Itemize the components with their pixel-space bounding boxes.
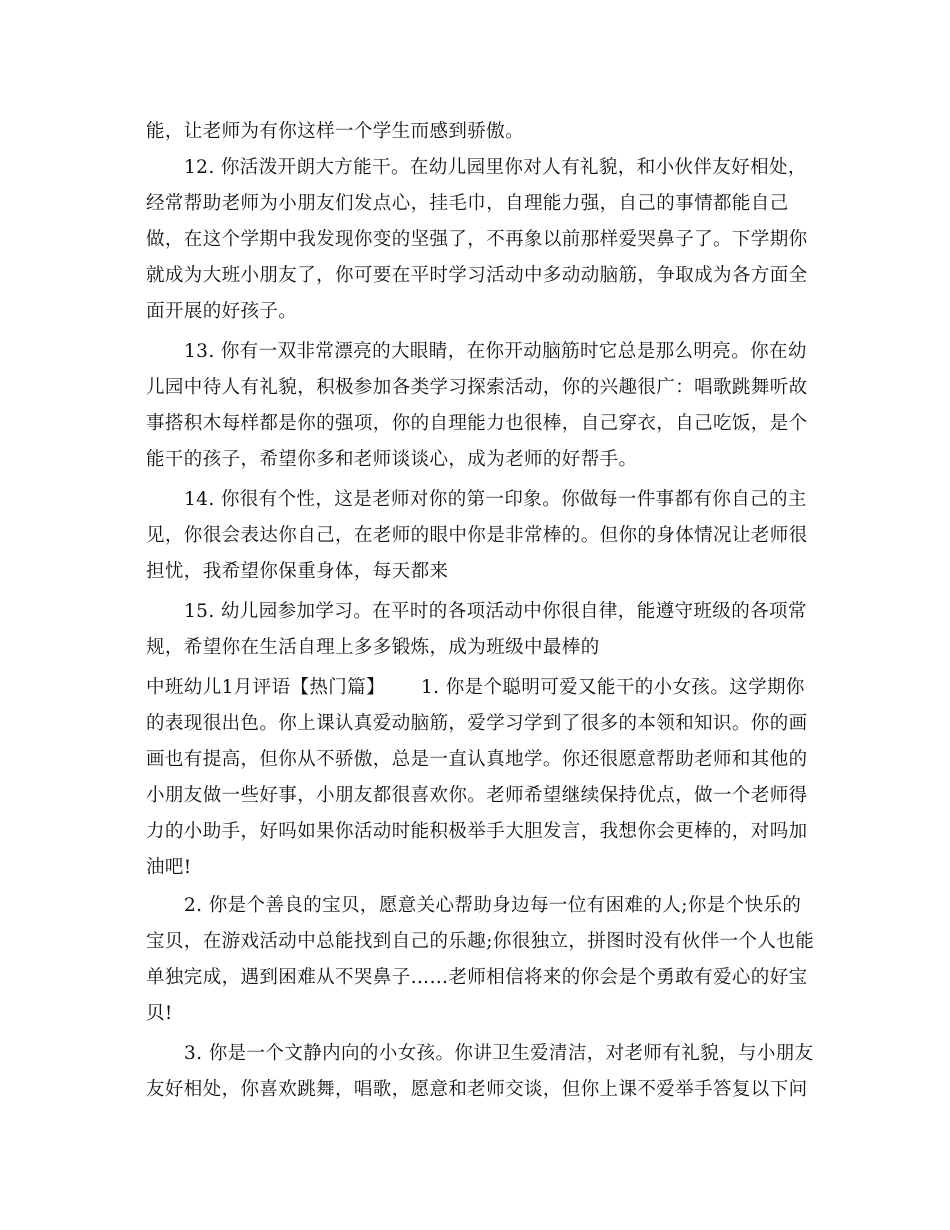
text-line: 的表现很出色。你上课认真爱动脑筋，爱学习学到了很多的本领和知识。你的画 xyxy=(146,713,808,734)
text-line: 3. 你是一个文静内向的小女孩。你讲卫生爱清洁，对老师有礼貌，与小朋友 xyxy=(184,1043,814,1064)
text-line: 画也有提高，但你从不骄傲，总是一直认真地学。你还很愿意帮助老师和其他的 xyxy=(146,749,808,770)
text-line: 儿园中待人有礼貌，积极参加各类学习探索活动，你的兴趣很广：唱歌跳舞听故 xyxy=(146,377,808,398)
text-line: 友好相处，你喜欢跳舞，唱歌，愿意和老师交谈，但你上课不爱举手答复以下问 xyxy=(146,1079,808,1100)
text-line: 12. 你活泼开朗大方能干。在幼儿园里你对人有礼貌，和小伙伴友好相处， xyxy=(184,157,807,178)
text-line: 力的小助手，好吗如果你活动时能积极举手大胆发言，我想你会更棒的，对吗加 xyxy=(146,821,808,842)
text-line: 见，你很会表达你自己，在老师的眼中你是非常棒的。但你的身体情况让老师很 xyxy=(146,525,808,546)
text-line: 就成为大班小朋友了，你可要在平时学习活动中多动动脑筋，争取成为各方面全 xyxy=(146,265,808,286)
text-line: 能干的孩子，希望你多和老师谈谈心，成为老师的好帮手。 xyxy=(146,449,638,470)
text-line: 14. 你很有个性，这是老师对你的第一印象。你做每一件事都有你自己的主 xyxy=(184,489,807,510)
text-line: 做，在这个学期中我发现你变的坚强了，不再象以前那样爱哭鼻子了。下学期你 xyxy=(146,229,808,250)
text-line: 担忧，我希望你保重身体，每天都来 xyxy=(146,561,449,582)
text-line: 小朋友做一些好事，小朋友都很喜欢你。老师希望继续保持优点，做一个老师得 xyxy=(146,785,808,806)
text-line: 13. 你有一双非常漂亮的大眼睛，在你开动脑筋时它总是那么明亮。你在幼 xyxy=(184,341,807,362)
section-heading: 中班幼儿1月评语【热门篇】 xyxy=(146,677,385,698)
text-line: 事搭积木每样都是你的强项，你的自理能力也很棒，自己穿衣，自己吃饭，是个 xyxy=(146,413,808,434)
text-line: 经常帮助老师为小朋友们发点心，挂毛巾，自理能力强，自己的事情都能自己 xyxy=(146,193,789,214)
text-run: 1. 你是个聪明可爱又能干的小女孩。这学期你 xyxy=(420,677,805,698)
text-line: 贝! xyxy=(146,1003,173,1024)
text-line: 15. 幼儿园参加学习。在平时的各项活动中你很自律，能遵守班级的各项常 xyxy=(184,601,807,622)
text-line: 2. 你是个善良的宝贝，愿意关心帮助身边每一位有困难的人;你是个快乐的 xyxy=(184,895,802,916)
section-heading-line xyxy=(146,670,816,706)
text-line: 面开展的好孩子。 xyxy=(146,301,298,322)
text-line: 宝贝，在游戏活动中总能找到自己的乐趣;你很独立，拼图时没有伙伴一个人也能 xyxy=(146,931,815,952)
text-line: 油吧! xyxy=(146,857,192,878)
text-line: 能，让老师为有你这样一个学生而感到骄傲。 xyxy=(146,121,525,142)
text-line: 规，希望你在生活自理上多多锻炼，成为班级中最棒的 xyxy=(146,637,600,658)
text-line: 单独完成，遇到困难从不哭鼻子……老师相信将来的你会是个勇敢有爱心的好宝 xyxy=(146,967,808,988)
